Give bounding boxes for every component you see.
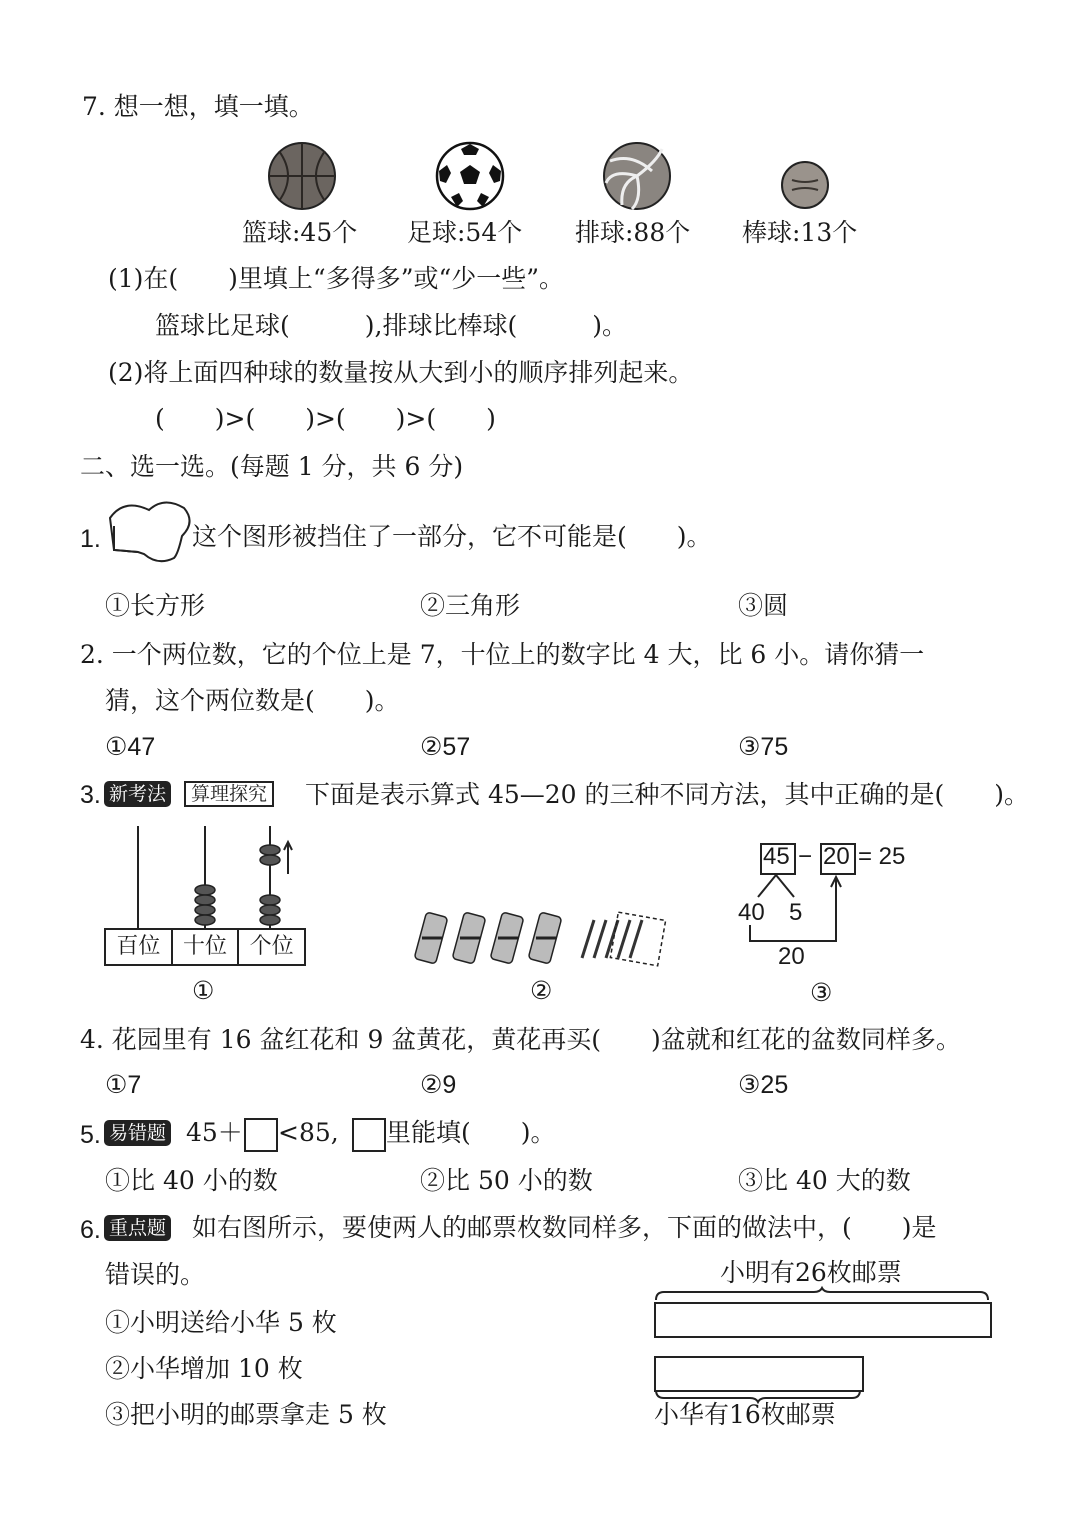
split-b: 5 (789, 899, 803, 926)
xiaoming-bar (654, 1302, 992, 1338)
eq-b: 20 (823, 843, 850, 870)
q7-part2: (2)将上面四种球的数量按从大到小的顺序排列起来。 (108, 358, 694, 387)
soccer-ball-icon (435, 141, 505, 211)
choice-2-line2: 猜，这个两位数是( )。 (105, 686, 400, 715)
key-question-tag: 重点题 (104, 1215, 171, 1241)
choice-5-expr-c: 里能填( )。 (386, 1118, 556, 1147)
ones-label: 个位 (249, 934, 294, 959)
split-bottom: 20 (778, 943, 805, 970)
method-3-marker[interactable]: ③ (810, 978, 833, 1007)
basketball-icon (267, 141, 337, 211)
choice-5-option-c[interactable]: ③比 40 大的数 (738, 1166, 911, 1195)
choice-1-option-c[interactable]: ③圆 (738, 591, 789, 620)
q7-part1-fill[interactable]: 篮球比足球( ),排球比棒球( )。 (155, 311, 627, 340)
choice-1-number: 1. (80, 525, 101, 553)
tens-label: 十位 (173, 930, 240, 964)
xiaohua-bar (654, 1356, 864, 1392)
xiaoming-label: 小明有26枚邮票 (720, 1258, 902, 1287)
q7-part2-fill[interactable]: ( )>( )>( )>( ) (155, 404, 496, 433)
abacus-place-labels (104, 928, 306, 966)
xiaoming-brace (654, 1288, 990, 1302)
choice-2-option-a[interactable]: ①47 (105, 733, 156, 761)
choice-6-option-c[interactable]: ③把小明的邮票拿走 5 枚 (105, 1400, 387, 1429)
soccer-label: 足球:54个 (407, 218, 523, 247)
choice-5-option-a[interactable]: ①比 40 小的数 (105, 1166, 278, 1195)
choice-6-option-a[interactable]: ①小明送给小华 5 枚 (105, 1308, 337, 1337)
hundreds-label: 百位 (106, 930, 173, 964)
baseball-label: 棒球:13个 (742, 218, 858, 247)
xiaohua-label: 小华有16枚邮票 (654, 1400, 836, 1429)
volleyball-label: 排球:88个 (575, 218, 691, 247)
reasoning-tag: 算理探究 (184, 781, 274, 807)
split-a: 40 (738, 899, 765, 926)
choice-4-text: 4. 花园里有 16 盆红花和 9 盆黄花，黄花再买( )盆就和红花的盆数同样多。 (80, 1025, 961, 1054)
choice-4-option-b[interactable]: ②9 (420, 1071, 457, 1099)
choice-6-line2: 错误的。 (105, 1260, 206, 1289)
choice-6-number: 6. (80, 1216, 101, 1244)
method-1-marker[interactable]: ① (192, 976, 215, 1005)
choice-3-text: 下面是表示算式 45—20 的三种不同方法，其中正确的是( )。 (305, 780, 1030, 809)
error-prone-tag: 易错题 (104, 1120, 171, 1146)
choice-5-number: 5. (80, 1121, 101, 1149)
choice-6-option-b[interactable]: ②小华增加 10 枚 (105, 1354, 303, 1383)
new-method-tag: 新考法 (104, 781, 171, 807)
stick-bundles-icon (414, 908, 674, 968)
abacus-diagram (104, 822, 304, 932)
choice-1-text: 这个图形被挡住了一部分，它不可能是( )。 (192, 522, 712, 551)
choice-6-line1: 如右图所示，要使两人的邮票枚数同样多，下面的做法中，( )是 (192, 1213, 937, 1242)
eq-result: = 25 (858, 843, 906, 870)
choice-4-option-c[interactable]: ③25 (738, 1071, 789, 1099)
choice-5-expr-b: <85, (278, 1118, 339, 1147)
basketball-label: 篮球:45个 (242, 218, 358, 247)
answer-box-1[interactable] (244, 1118, 278, 1152)
choice-5-expr-a: 45＋ (186, 1118, 243, 1147)
choice-3-number: 3. (80, 781, 101, 809)
section-2-title: 二、选一选。(每题 1 分，共 6 分) (80, 452, 464, 481)
q7-part1: (1)在( )里填上“多得多”或“少一些”。 (108, 264, 565, 293)
eq-minus: − (798, 843, 813, 870)
question-7-title: 7. 想一想，填一填。 (82, 92, 314, 121)
volleyball-icon (602, 141, 672, 211)
answer-box-2[interactable] (352, 1118, 386, 1152)
hidden-shape-icon (104, 496, 194, 568)
choice-2-option-c[interactable]: ③75 (738, 733, 789, 761)
choice-5-option-b[interactable]: ②比 50 小的数 (420, 1166, 593, 1195)
choice-2-line1: 2. 一个两位数，它的个位上是 7，十位上的数字比 4 大，比 6 小。请你猜一 (80, 640, 925, 669)
choice-2-option-b[interactable]: ②57 (420, 733, 471, 761)
method-2-marker[interactable]: ② (530, 976, 553, 1005)
choice-4-option-a[interactable]: ①7 (105, 1071, 142, 1099)
choice-1-option-b[interactable]: ②三角形 (420, 591, 521, 620)
choice-1-option-a[interactable]: ①长方形 (105, 591, 206, 620)
eq-a: 45 (763, 843, 790, 870)
baseball-icon (780, 160, 830, 210)
